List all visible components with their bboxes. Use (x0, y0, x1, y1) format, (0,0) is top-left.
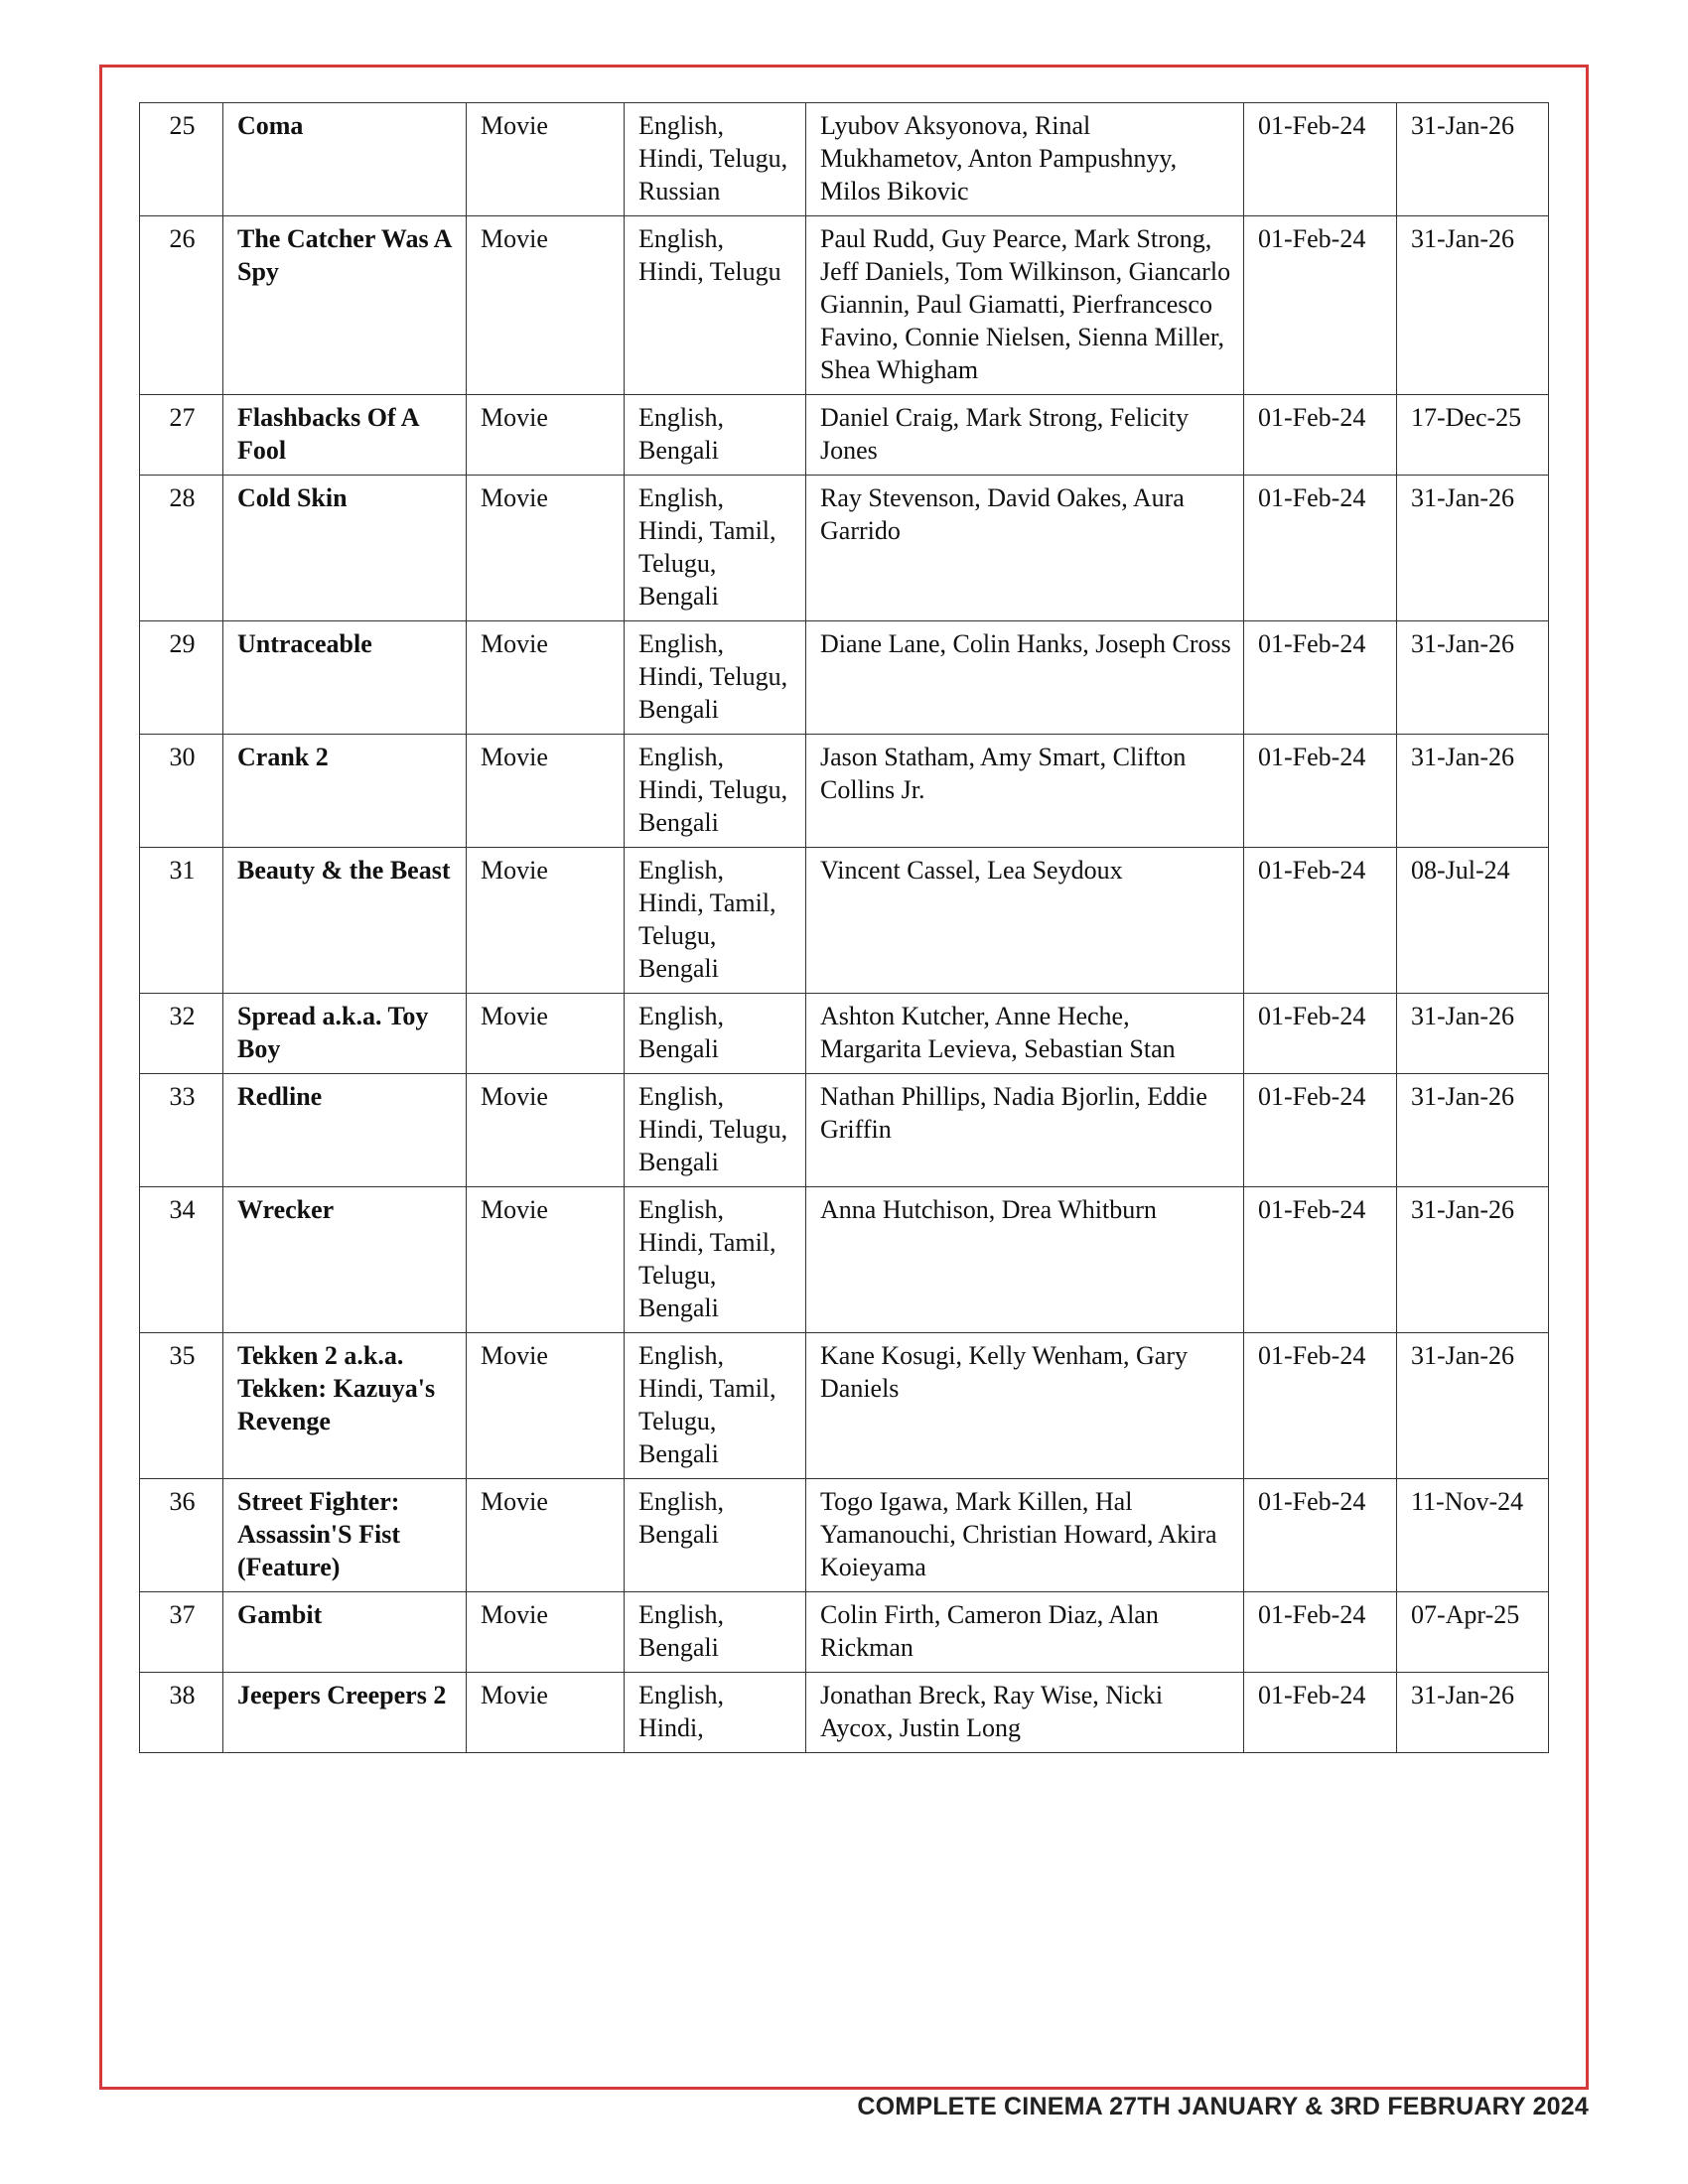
row-cast: Ray Stevenson, David Oakes, Aura Garrido (806, 476, 1244, 621)
row-title: The Catcher Was A Spy (223, 216, 467, 395)
row-end-date: 07-Apr-25 (1397, 1592, 1549, 1673)
row-end-date: 31-Jan-26 (1397, 994, 1549, 1074)
row-number: 26 (140, 216, 223, 395)
row-end-date: 08-Jul-24 (1397, 848, 1549, 994)
table-row (140, 1333, 1549, 1479)
row-type: Movie (467, 476, 625, 621)
table-row (140, 216, 1549, 395)
row-number: 27 (140, 395, 223, 476)
row-cast: Kane Kosugi, Kelly Wenham, Gary Daniels (806, 1333, 1244, 1479)
table-row (140, 1592, 1549, 1673)
row-end-date: 31-Jan-26 (1397, 621, 1549, 735)
row-languages: English, Hindi, (625, 1673, 806, 1753)
table-row (140, 735, 1549, 848)
row-title: Wrecker (223, 1187, 467, 1333)
row-languages: English, Bengali (625, 395, 806, 476)
table-row (140, 1187, 1549, 1333)
row-title: Beauty & the Beast (223, 848, 467, 994)
row-cast: Anna Hutchison, Drea Whitburn (806, 1187, 1244, 1333)
table-row (140, 476, 1549, 621)
row-start-date: 01-Feb-24 (1244, 1673, 1397, 1753)
row-cast: Paul Rudd, Guy Pearce, Mark Strong, Jeff Daniels, Tom Wilkinson, Giancarlo Giannin, Paul Giamatti, Pierfrancesco Favino, Connie Nielsen, Sienna Miller, Shea Whigham (806, 216, 1244, 395)
table-row (140, 103, 1549, 216)
row-end-date: 17-Dec-25 (1397, 395, 1549, 476)
row-start-date: 01-Feb-24 (1244, 1479, 1397, 1592)
row-end-date: 31-Jan-26 (1397, 1673, 1549, 1753)
row-start-date: 01-Feb-24 (1244, 1333, 1397, 1479)
row-type: Movie (467, 1592, 625, 1673)
row-start-date: 01-Feb-24 (1244, 476, 1397, 621)
row-end-date: 11-Nov-24 (1397, 1479, 1549, 1592)
row-start-date: 01-Feb-24 (1244, 1074, 1397, 1187)
row-languages: English, Hindi, Tamil, Telugu, Bengali (625, 848, 806, 994)
row-languages: English, Hindi, Telugu, Bengali (625, 1074, 806, 1187)
row-type: Movie (467, 1333, 625, 1479)
row-title: Coma (223, 103, 467, 216)
row-number: 29 (140, 621, 223, 735)
row-number: 28 (140, 476, 223, 621)
row-start-date: 01-Feb-24 (1244, 848, 1397, 994)
row-number: 37 (140, 1592, 223, 1673)
row-cast: Colin Firth, Cameron Diaz, Alan Rickman (806, 1592, 1244, 1673)
row-cast: Jason Statham, Amy Smart, Clifton Collins Jr. (806, 735, 1244, 848)
row-start-date: 01-Feb-24 (1244, 1592, 1397, 1673)
row-number: 31 (140, 848, 223, 994)
row-number: 33 (140, 1074, 223, 1187)
page-footer: COMPLETE CINEMA 27TH JANUARY & 3RD FEBRUARY 2024 (857, 2093, 1589, 2120)
row-start-date: 01-Feb-24 (1244, 735, 1397, 848)
row-type: Movie (467, 848, 625, 994)
row-start-date: 01-Feb-24 (1244, 216, 1397, 395)
row-languages: English, Hindi, Tamil, Telugu, Bengali (625, 1187, 806, 1333)
row-type: Movie (467, 994, 625, 1074)
row-title: Street Fighter: Assassin'S Fist (Feature) (223, 1479, 467, 1592)
table-row (140, 621, 1549, 735)
row-start-date: 01-Feb-24 (1244, 994, 1397, 1074)
row-title: Flashbacks Of A Fool (223, 395, 467, 476)
row-languages: English, Hindi, Telugu, Bengali (625, 735, 806, 848)
row-cast: Nathan Phillips, Nadia Bjorlin, Eddie Griffin (806, 1074, 1244, 1187)
row-cast: Lyubov Aksyonova, Rinal Mukhametov, Anton Pampushnyy, Milos Bikovic (806, 103, 1244, 216)
row-languages: English, Bengali (625, 1479, 806, 1592)
table-row (140, 1479, 1549, 1592)
row-languages: English, Hindi, Tamil, Telugu, Bengali (625, 476, 806, 621)
row-languages: English, Hindi, Telugu (625, 216, 806, 395)
row-cast: Daniel Craig, Mark Strong, Felicity Jones (806, 395, 1244, 476)
row-start-date: 01-Feb-24 (1244, 621, 1397, 735)
row-title: Tekken 2 a.k.a. Tekken: Kazuya's Revenge (223, 1333, 467, 1479)
row-cast: Togo Igawa, Mark Killen, Hal Yamanouchi, Christian Howard, Akira Koieyama (806, 1479, 1244, 1592)
row-start-date: 01-Feb-24 (1244, 1187, 1397, 1333)
row-type: Movie (467, 1479, 625, 1592)
row-type: Movie (467, 395, 625, 476)
row-type: Movie (467, 1673, 625, 1753)
content-table (139, 102, 1549, 1753)
row-type: Movie (467, 1187, 625, 1333)
row-end-date: 31-Jan-26 (1397, 1187, 1549, 1333)
row-number: 30 (140, 735, 223, 848)
row-title: Spread a.k.a. Toy Boy (223, 994, 467, 1074)
row-number: 38 (140, 1673, 223, 1753)
row-cast: Ashton Kutcher, Anne Heche, Margarita Levieva, Sebastian Stan (806, 994, 1244, 1074)
table-row (140, 1074, 1549, 1187)
row-type: Movie (467, 103, 625, 216)
row-type: Movie (467, 621, 625, 735)
row-type: Movie (467, 1074, 625, 1187)
row-end-date: 31-Jan-26 (1397, 735, 1549, 848)
row-title: Redline (223, 1074, 467, 1187)
row-number: 34 (140, 1187, 223, 1333)
row-languages: English, Hindi, Telugu, Bengali (625, 621, 806, 735)
table-row (140, 848, 1549, 994)
row-languages: English, Hindi, Tamil, Telugu, Bengali (625, 1333, 806, 1479)
table-row (140, 994, 1549, 1074)
row-title: Cold Skin (223, 476, 467, 621)
row-title: Gambit (223, 1592, 467, 1673)
row-end-date: 31-Jan-26 (1397, 1333, 1549, 1479)
row-end-date: 31-Jan-26 (1397, 216, 1549, 395)
row-title: Untraceable (223, 621, 467, 735)
row-type: Movie (467, 735, 625, 848)
row-number: 36 (140, 1479, 223, 1592)
row-languages: English, Bengali (625, 1592, 806, 1673)
row-number: 25 (140, 103, 223, 216)
row-start-date: 01-Feb-24 (1244, 395, 1397, 476)
table-row (140, 1673, 1549, 1753)
row-end-date: 31-Jan-26 (1397, 476, 1549, 621)
row-number: 32 (140, 994, 223, 1074)
row-languages: English, Bengali (625, 994, 806, 1074)
table-row (140, 395, 1549, 476)
row-end-date: 31-Jan-26 (1397, 103, 1549, 216)
row-cast: Vincent Cassel, Lea Seydoux (806, 848, 1244, 994)
row-title: Crank 2 (223, 735, 467, 848)
row-start-date: 01-Feb-24 (1244, 103, 1397, 216)
row-cast: Jonathan Breck, Ray Wise, Nicki Aycox, Justin Long (806, 1673, 1244, 1753)
row-end-date: 31-Jan-26 (1397, 1074, 1549, 1187)
row-title: Jeepers Creepers 2 (223, 1673, 467, 1753)
row-type: Movie (467, 216, 625, 395)
row-cast: Diane Lane, Colin Hanks, Joseph Cross (806, 621, 1244, 735)
row-number: 35 (140, 1333, 223, 1479)
row-languages: English, Hindi, Telugu, Russian (625, 103, 806, 216)
